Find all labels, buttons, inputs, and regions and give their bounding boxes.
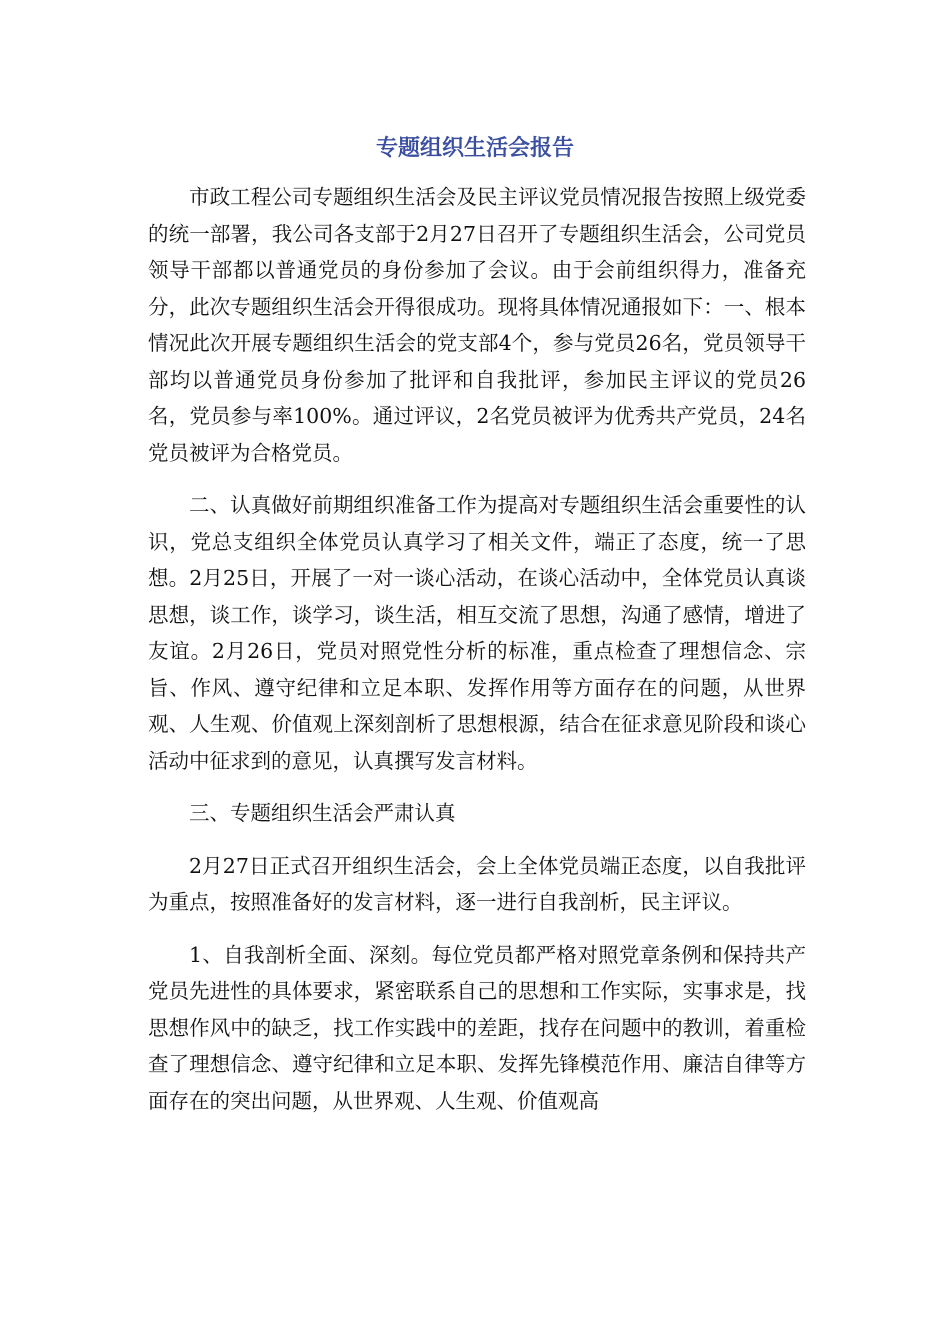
- paragraph-self-analysis: 1、自我剖析全面、深刻。每位党员都严格对照党章条例和保持共产党员先进性的具体要求，紧密联系自己的思想和工作实际，实事求是，找思想作风中的缺乏，找工作实践中的差距，找存在问题中的教训，着重检查了理想信念、遵守纪律和立足本职、发挥先锋模范作用、廉洁自律等方面存在的突出问题，从世界观、人生观、价值观高: [148, 942, 806, 1113]
- paragraph-overview: 市政工程公司专题组织生活会及民主评议党员情况报告按照上级党委的统一部署，我公司各支部于2月27日召开了专题组织生活会，公司党员领导干部都以普通党员的身份参加了会议。由于会前组织得力，准备充分，此次专题组织生活会开得很成功。现将具体情况通报如下：一、根本情况此次开展专题组织生活会的党支部4个，参与党员26名，党员领导干部均以普通党员身份参加了批评和自我批评，参加民主评议的党员26名，党员参与率100%。通过评议，2名党员被评为优秀共产党员，24名党员被评为合格党员。: [148, 185, 806, 465]
- paragraph-preparation: 二、认真做好前期组织准备工作为提高对专题组织生活会重要性的认识，党总支组织全体党员认真学习了相关文件，端正了态度，统一了思想。2月25日，开展了一对一谈心活动，在谈心活动中，全体党员认真谈思想，谈工作，谈学习，谈生活，相互交流了思想，沟通了感情，增进了友谊。2月26日，党员对照党性分析的标准，重点检查了理想信念、宗旨、作风、遵守纪律和立足本职、发挥作用等方面存在的问题，从世界观、人生观、价值观上深刻剖析了思想根源，结合在征求意见阶段和谈心活动中征求到的意见，认真撰写发言材料。: [148, 493, 806, 773]
- paragraph-meeting: 2月27日正式召开组织生活会，会上全体党员端正态度，以自我批评为重点，按照准备好的发言材料，逐一进行自我剖析，民主评议。: [148, 853, 806, 914]
- document-body: [148, 179, 806, 1135]
- document-title: 专题组织生活会报告: [375, 136, 574, 161]
- paragraph-section-three-heading: 三、专题组织生活会严肃认真: [189, 801, 456, 825]
